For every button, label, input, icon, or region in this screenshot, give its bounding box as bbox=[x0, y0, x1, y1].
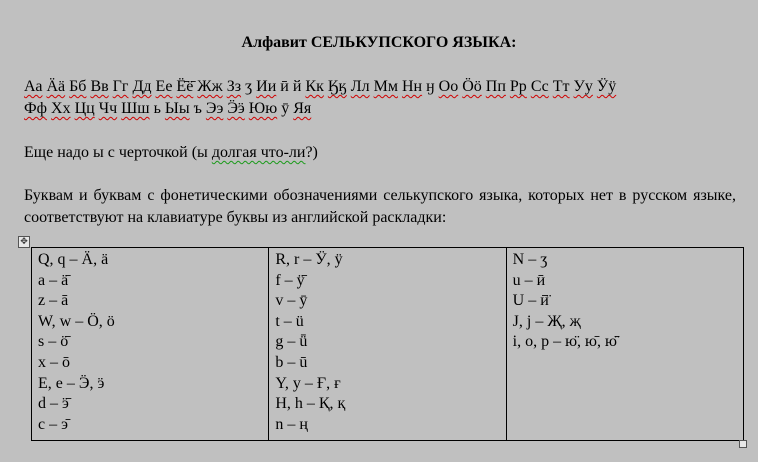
mapping-entry: c – э̄ bbox=[38, 415, 68, 433]
alphabet-letter: Аа bbox=[24, 78, 43, 95]
alphabet-letter: Чч bbox=[98, 100, 118, 117]
alphabet-letter: Ӧӧ bbox=[462, 78, 482, 95]
keyboard-mapping-table bbox=[31, 247, 744, 441]
description-paragraph: Буквам и буквам с фонетическими обозначениями селькупского языка, которых нет в русском языке, соответствуют на клавиатуре буквы из английской раскладки: bbox=[24, 187, 736, 226]
table-column-1[interactable] bbox=[32, 248, 269, 441]
alphabet-letter: ӈ bbox=[426, 78, 435, 95]
note-text-after: ?) bbox=[305, 144, 318, 161]
alphabet-letter: Рр bbox=[509, 78, 527, 95]
mapping-entry: Y, y – Ғ, ғ bbox=[275, 374, 341, 392]
alphabet-letter: Дд bbox=[132, 78, 152, 95]
mapping-entry: H, h – Қ, қ bbox=[275, 395, 346, 413]
mapping-entry: i, o, p – ю̈, ю̄, ю̈̄ bbox=[512, 333, 617, 351]
alphabet-letter: Юю bbox=[248, 100, 278, 117]
alphabet-line-1 bbox=[24, 78, 616, 96]
alphabet-letter: ӡ bbox=[245, 78, 253, 95]
alphabet-letter: Пп bbox=[485, 78, 506, 95]
alphabet-letter: Фф bbox=[24, 100, 48, 117]
alphabet-letter: Ии bbox=[256, 78, 277, 95]
alphabet-letter: Нн bbox=[401, 78, 423, 95]
mapping-entry: t – ü bbox=[275, 312, 304, 330]
note-line bbox=[24, 144, 318, 162]
mapping-entry: W, w – Ӧ, ӧ bbox=[38, 312, 115, 330]
alphabet-letter: Шш bbox=[121, 100, 150, 117]
alphabet-letter: й bbox=[292, 78, 302, 95]
alphabet-letter: Ӭӭ bbox=[227, 100, 245, 117]
alphabet-letter: Ӱӱ bbox=[596, 78, 617, 95]
mapping-entry: E, e – Ӭ, ӭ bbox=[38, 374, 105, 392]
alphabet-letter: Уу bbox=[573, 78, 593, 95]
mapping-entry: g – ǖ bbox=[275, 333, 308, 351]
alphabet-letter: Ыы bbox=[164, 100, 190, 117]
mapping-entry: J, j – Җ, җ bbox=[512, 312, 581, 330]
table-column-2[interactable] bbox=[269, 248, 506, 441]
alphabet-letter: Гг bbox=[112, 78, 129, 95]
alphabet-letter: Кк bbox=[305, 78, 324, 95]
table-column-3[interactable] bbox=[506, 248, 743, 441]
mapping-entry: b – ū bbox=[275, 353, 308, 371]
alphabet-letter: Мм bbox=[373, 78, 398, 95]
alphabet-letter: ӯ bbox=[281, 100, 290, 117]
mapping-entry: x – ō bbox=[38, 353, 70, 371]
mapping-entry: f – ӱ̄ bbox=[275, 271, 305, 289]
alphabet-letter: Оо bbox=[438, 78, 459, 95]
alphabet-letter: ъ bbox=[193, 100, 202, 117]
table-row bbox=[32, 248, 744, 441]
table-move-handle-icon[interactable]: ✥ bbox=[18, 236, 30, 248]
alphabet-letter: Тт bbox=[552, 78, 570, 95]
mapping-entry: z – ā bbox=[38, 292, 69, 310]
alphabet-letter: Ӓӓ bbox=[46, 78, 66, 95]
alphabet-letter: Ӄӄ bbox=[327, 78, 347, 95]
alphabet-letter: Лл bbox=[350, 78, 370, 95]
alphabet-letter: Жж bbox=[197, 78, 223, 95]
document-title: Алфавит СЕЛЬКУПСКОГО ЯЗЫКА: bbox=[241, 34, 517, 51]
mapping-entry: v – ȳ bbox=[275, 292, 308, 310]
alphabet-letter: Яя bbox=[293, 100, 312, 117]
mapping-entry: s – ӧ̄ bbox=[38, 333, 69, 351]
alphabet-letter: Бб bbox=[69, 78, 87, 95]
alphabet-letter: Вв bbox=[90, 78, 109, 95]
mapping-entry: Q, q – Ӓ, ӓ bbox=[38, 251, 109, 268]
alphabet-line-2 bbox=[24, 100, 311, 118]
note-text-marked: долгая что-ли bbox=[211, 144, 306, 161]
alphabet-letter: Зз bbox=[226, 78, 242, 95]
alphabet-letter: Сс bbox=[530, 78, 549, 95]
mapping-entry: U – ӣ̈ bbox=[512, 292, 549, 310]
mapping-entry: R, r – Ӱ, ӱ bbox=[275, 251, 343, 268]
mapping-entry: a – ӓ̄ bbox=[38, 271, 69, 289]
table-resize-handle[interactable] bbox=[739, 440, 747, 448]
alphabet-letter: ӣ bbox=[280, 78, 289, 95]
alphabet-letter: Ё̄ё̄ bbox=[176, 78, 194, 95]
mapping-entry: n – ң bbox=[275, 415, 308, 433]
alphabet-letter: Ее bbox=[155, 78, 173, 95]
mapping-entry: u – ӣ bbox=[512, 271, 546, 289]
alphabet-letter: Хх bbox=[51, 100, 71, 117]
alphabet-letter: Ээ bbox=[205, 100, 224, 117]
mapping-entry: N – ӡ bbox=[512, 251, 548, 268]
alphabet-letter: Цц bbox=[74, 100, 95, 117]
note-text-before: Еще надо ы с черточкой (ы bbox=[24, 144, 212, 161]
mapping-entry: d – ӭ̄ bbox=[38, 395, 69, 413]
alphabet-letter: ь bbox=[153, 100, 161, 117]
